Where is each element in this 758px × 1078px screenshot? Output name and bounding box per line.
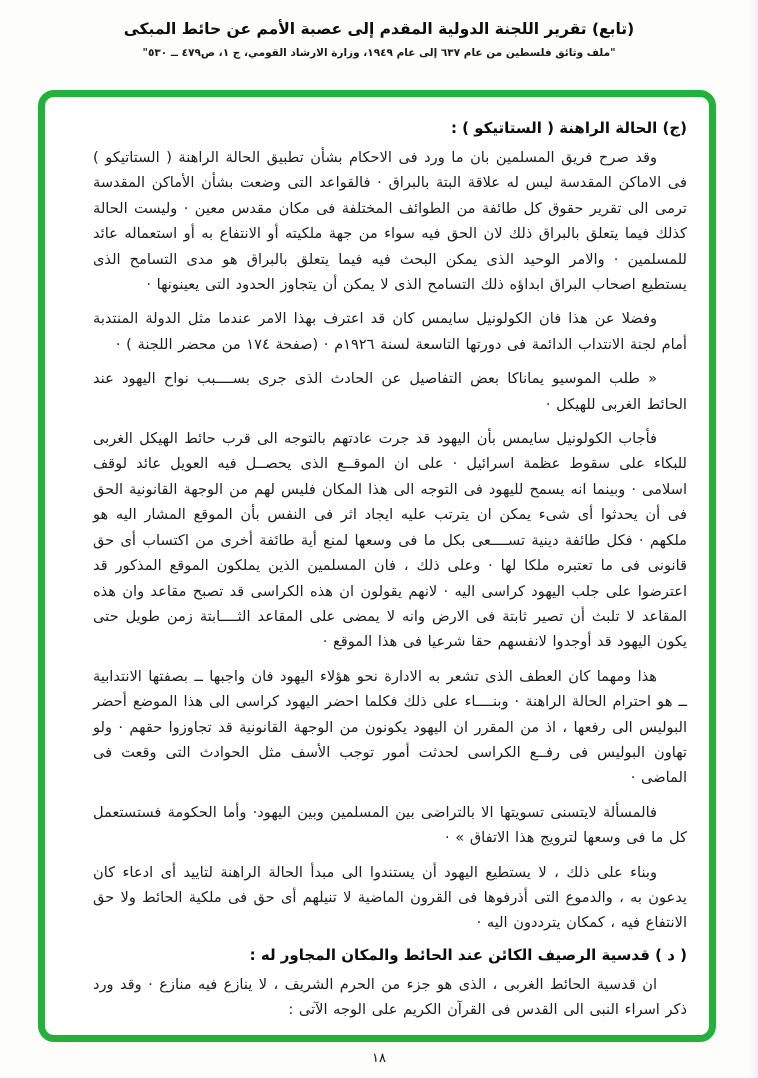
paragraph: ان قدسية الحائط الغربى ، الذى هو جزء من الحرم الشريف ، لا ينازع فيه منازع · وقد ورد ذكر اسراء النبى الى القدس فى القرآن الكريم على الوجه الآتى :: [93, 975, 687, 1019]
paragraph: هذا ومهما كان العطف الذى تشعر به الادارة نحو هؤلاء اليهود فان واجبها ــ بصفتها الانتدابية ــ هو احترام الحالة الراهنة · وبنــــاء على ذلك فكلما احضر اليهود كراسى الى هذا الموضع أحضر البوليس الى رفعها ، اذ من المقرر ان اليهود يكونون من الوجهة القانونية قد تجاوزوا حقهم · ولو تهاون البوليس فى رفــع الكراسى لحدثت أمور توجب الأسف مثل الحوادث التى وقعت فى الماضى ·: [93, 667, 687, 787]
document-title: (تابع) تقرير اللجنة الدولية المقدم إلى عصبة الأمم عن حائط المبكى: [123, 20, 635, 38]
section-pavement-sanctity: [93, 946, 687, 1023]
paragraph: وفضلا عن هذا فان الكولونيل سايمس كان قد اعترف بهذا الامر عندما مثل الدولة المنتدبة أمام لجنة الانتداب الدائمة فى دورتها التاسعة لسنة ١٩٢٦م · (صفحة ١٧٤ من محضر اللجنة ) ·: [93, 310, 687, 353]
paragraph-quote-end: فالمسألة لايتسنى تسويتها الا بالتراضى بين المسلمين وبين اليهود· وأما الحكومة فستستعمل كل ما فى وسعها لترويج هذا الاتفاق » ·: [93, 803, 687, 847]
page-number: ١٨: [372, 1051, 386, 1066]
document-source-citation: "ملف وثائق فلسطين من عام ٦٣٧ إلى عام ١٩٤٩، وزارة الارشاد القومي، ج ١، ص٤٧٩ ــ ٥٣٠": [142, 47, 616, 59]
paragraph: وقد صرح فريق المسلمين بان ما ورد فى الاحكام بشأن تطبيق الحالة الراهنة ( الستاتيكو ) فى الاماكن المقدسة ليس له علاقة البتة بالبراق · فالقواعد التى وضعت بشأن الأماكن المقدسة ترمى الى تقرير حقوق كل طائفة من الطوائف المختلفة فى مكان مقدس معين · وليست الحالة كذلك فيما يتعلق بالبراق ذلك لان الحق فيه سواء من جهة ملكيته أو الانتفاع به أو استعماله عائد للمسلمين · والامر الوحيد الذى يمكن البحث فيه فيما يتعلق بالبراق هو مدى التسامح الذى يستطيع اصحاب البراق ابداؤه ذلك التسامح الذى لا يمكن أن يتجاوز الحدود التى يعينونها ·: [93, 149, 687, 294]
section-heading-current-status: (ج) الحالة الراهنة ( الستاتيكو ) :: [450, 119, 687, 137]
section-heading-pavement-sanctity: ( د ) قدسية الرصيف الكائن عند الحائط والمكان المجاور له :: [249, 945, 687, 964]
paragraph: وبناء على ذلك ، لا يستطيع اليهود أن يستندوا الى مبدأ الحالة الراهنة لتاييد أى ادعاء كان يدعون به ، والدموع التى أذرفوها فى القرون الماضية لا تنيلهم أى حق فى ملكية الحائط ولا حق الانتفاع فيه ، كمكان يترددون اليه ·: [93, 863, 687, 932]
paragraph: فأجاب الكولونيل سايمس بأن اليهود قد جرت عادتهم بالتوجه الى قرب حائط الهيكل الغربى للبكاء على سقوط عظمة اسرائيل · على ان الموقــع الذى يحصــل فيه العويل عائد لوقف اسلامى · وبينما انه يسمح لليهود فى التوجه الى هذا المكان فليس لهم من الوجهة القانونية الحق فى أن يحدثوا أى شىء يمكن ان يترتب عليه ايجاد اثر فى النفس بأن الموقع المشار اليه هو ملكهم · فكل طائفة دينية تســــعى بكل ما فى وسعها لمنع أية طائفة أخرى من اكتساب أى حق قانونى فى ما تعتبره ملكا لها · وعلى ذلك ، فان المسلمين الذين يملكون الموقع المذكور قد اعترضوا على جلب اليهود كراسى اليه · لانهم يقولون ان هذه الكراسى قد تصبح مقاعد وان هذه المقاعد لا تلبث أن تصير ثابتة فى الارض وانه لا يمضى على المقاعد الثــــابتة زمن طويل حتى يكون اليهود قد أوجدوا لانفسهم حقا شرعيا فى هذا الموقع ·: [93, 430, 687, 651]
paragraph-quote-start: « طلب الموسيو يماناكا بعض التفاصيل عن الحادث الذى جرى بســــبب نواح اليهود عند الحائط الغربى للهيكل ·: [93, 370, 687, 413]
section-current-status: [93, 119, 687, 936]
page-header: [0, 20, 758, 59]
green-frame-content-box: [38, 90, 716, 1042]
scan-edge-artifact: [748, 0, 758, 1078]
